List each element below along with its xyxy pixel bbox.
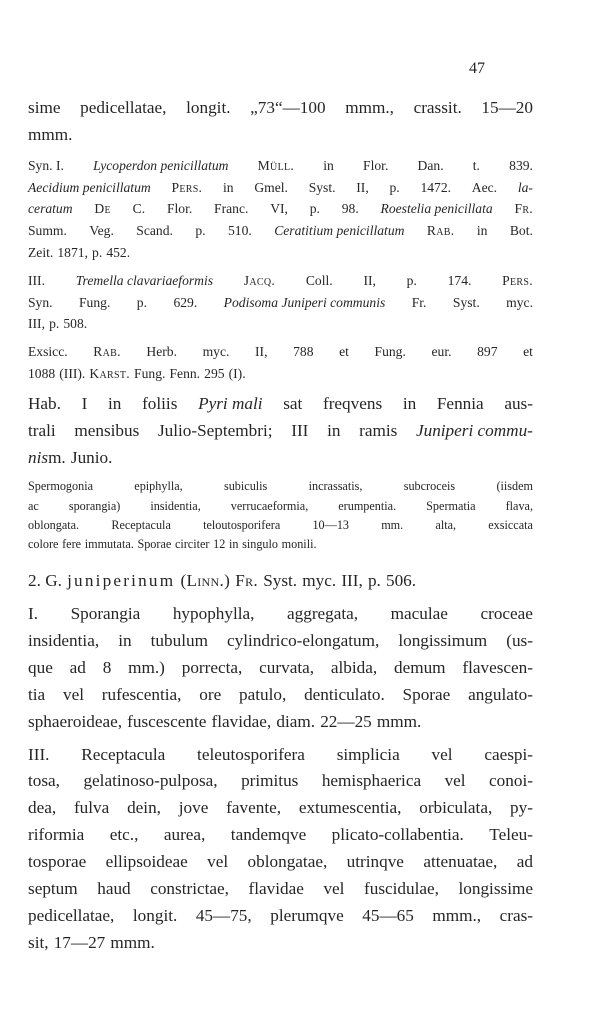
text-segment: II, — [255, 344, 268, 360]
text-segment: incrassatis, — [308, 479, 363, 494]
text-segment: 788 — [293, 344, 314, 360]
text-segment: Tremella clavariaeformis — [75, 272, 214, 288]
text-segment: septum — [28, 878, 78, 898]
text-segment: vel — [444, 771, 466, 791]
text-segment: Receptacula — [111, 517, 171, 532]
text-segment: I. — [28, 604, 39, 624]
text-segment: Syst. — [452, 294, 480, 310]
text-segment: demum — [393, 657, 446, 677]
text-segment: 17—27 — [53, 932, 106, 952]
text-segment: Podisoma Juniperi communis — [223, 294, 386, 310]
text-segment: attenuatae, — [423, 852, 498, 872]
text-segment: (I). — [228, 365, 246, 381]
text-line — [28, 903, 533, 930]
text-segment: Junio. — [70, 447, 113, 467]
text-segment: curvata, — [259, 657, 315, 677]
text-line — [28, 177, 533, 199]
text-segment: singulo — [242, 536, 278, 551]
text-segment: pedicellatae, — [28, 905, 115, 925]
text-segment: Aec. — [471, 179, 498, 195]
text-segment: riformia — [28, 825, 85, 845]
text-segment: flava, — [505, 498, 533, 513]
text-segment: Sporangia — [70, 604, 141, 624]
text-segment: Dan. — [417, 157, 444, 173]
text-segment: Syst. — [263, 571, 298, 591]
text-segment: ore — [199, 684, 222, 704]
text-segment: mensibus — [74, 420, 140, 440]
text-segment: albida, — [330, 657, 378, 677]
text-segment: colore — [28, 536, 59, 551]
text-segment: Jacq. — [243, 272, 276, 288]
text-segment: longit. — [186, 98, 231, 117]
text-segment: 1088 — [28, 365, 56, 381]
text-segment: constrictae, — [150, 878, 229, 898]
text-segment: Flor. — [363, 157, 389, 173]
text-segment: myc. — [202, 344, 230, 360]
text-segment: 174. — [447, 272, 472, 288]
text-segment: sporangia) — [68, 498, 121, 513]
text-segment: II, — [356, 179, 369, 195]
text-line — [28, 849, 533, 876]
text-segment: Veg. — [89, 223, 114, 239]
text-line — [28, 155, 533, 177]
text-segment: sit, — [28, 932, 49, 952]
text-segment: trali — [28, 420, 56, 440]
text-line — [28, 876, 533, 903]
text-segment: erumpentia. — [338, 498, 397, 513]
text-line — [28, 445, 533, 472]
text-segment: cras- — [499, 905, 533, 925]
text-line — [28, 930, 533, 957]
text-segment: Herb. — [146, 344, 177, 360]
text-segment: insidentia, — [150, 498, 201, 513]
text-segment: Zeit. — [28, 244, 54, 260]
text-segment: in — [402, 393, 417, 413]
text-segment: ad — [516, 852, 533, 872]
text-line — [28, 198, 533, 220]
text-segment: ramis — [359, 420, 398, 440]
text-segment: Fung. — [79, 294, 111, 310]
text-segment: vel — [323, 878, 345, 898]
text-segment: in — [476, 223, 488, 239]
text-segment: la- — [517, 179, 533, 195]
text-segment: III, — [28, 316, 45, 332]
text-segment: p. — [389, 179, 400, 195]
text-line — [28, 795, 533, 822]
text-segment: in — [327, 420, 341, 440]
text-segment: Bot. — [509, 223, 533, 239]
text-segment: longissime — [458, 878, 533, 898]
text-segment: Aecidium penicillatum — [28, 179, 151, 195]
text-segment: in — [228, 536, 239, 551]
text-segment: 15—20 — [481, 98, 533, 117]
text-segment: (III). — [59, 365, 86, 381]
text-segment: longit. — [132, 905, 178, 925]
text-segment: I — [81, 393, 88, 413]
text-line — [28, 516, 533, 535]
text-segment: Fennia — [436, 393, 484, 413]
text-segment: plerumqve — [270, 905, 344, 925]
text-segment: in — [323, 157, 334, 173]
text-segment: p. — [406, 272, 417, 288]
text-segment: fere — [62, 536, 82, 551]
text-line — [28, 568, 533, 595]
text-segment: t. — [472, 157, 480, 173]
text-segment: (iisdem — [496, 479, 533, 494]
text-segment: III — [291, 420, 309, 440]
paragraph-gap — [28, 554, 533, 568]
text-segment: immutata. — [84, 536, 134, 551]
text-segment: 2. G. — [28, 571, 62, 591]
text-segment: m. — [48, 447, 66, 467]
text-segment: Teleu- — [489, 825, 533, 845]
text-segment: Fung. — [134, 365, 166, 381]
text-segment: conoi- — [489, 771, 533, 791]
text-segment: angulato- — [468, 684, 533, 704]
text-segment: 45—65 — [362, 905, 414, 925]
text-line — [28, 313, 533, 335]
text-segment: Scand. — [136, 223, 173, 239]
text-segment: mm.) — [128, 657, 165, 677]
text-segment: III, — [341, 571, 363, 591]
text-segment: 1472. — [420, 179, 452, 195]
text-segment: 1871, — [57, 244, 88, 260]
text-segment: Pers. — [502, 272, 533, 288]
text-line — [28, 122, 533, 149]
text-segment: mmm. — [110, 932, 155, 952]
text-line — [28, 601, 533, 628]
text-segment: teloutosporifera — [203, 517, 281, 532]
text-segment: eur. — [431, 344, 452, 360]
text-line — [28, 341, 533, 363]
text-segment: subiculis — [223, 479, 268, 494]
text-line — [28, 363, 533, 385]
text-line — [28, 768, 533, 795]
text-line — [28, 822, 533, 849]
text-segment: Franc. — [214, 201, 249, 217]
text-line — [28, 497, 533, 516]
text-segment: maculae — [390, 604, 448, 624]
text-segment: vel — [207, 852, 229, 872]
text-line — [28, 391, 533, 418]
text-segment: hemisphaerica — [321, 771, 422, 791]
text-segment: aggregata, — [287, 604, 359, 624]
text-segment: oblongatae, — [247, 852, 328, 872]
text-segment: circiter — [174, 536, 210, 551]
text-segment: III. — [28, 272, 45, 288]
text-line — [28, 682, 533, 709]
text-segment: Gmel. — [254, 179, 288, 195]
text-body — [28, 95, 533, 957]
text-segment: 98. — [341, 201, 359, 217]
text-segment: Rab. — [426, 223, 455, 239]
text-segment: sime — [28, 98, 61, 117]
text-segment: Ceratitium penicillatum — [274, 223, 405, 239]
text-segment: denticulato. — [304, 684, 385, 704]
text-segment: II, — [363, 272, 376, 288]
text-segment: De — [94, 201, 111, 217]
text-segment: „73“—100 — [250, 98, 326, 117]
text-line — [28, 628, 533, 655]
text-segment: mmm., — [432, 905, 482, 925]
text-segment: flavescen- — [462, 657, 533, 677]
text-segment: 10—13 — [312, 517, 349, 532]
text-segment: juniperinum — [67, 571, 176, 591]
text-segment: in — [108, 393, 122, 413]
text-line — [28, 220, 533, 242]
text-segment: aus- — [504, 393, 533, 413]
text-segment: 897 — [477, 344, 498, 360]
text-segment: sphaeroideae, — [28, 711, 123, 731]
text-segment: mmm. — [376, 711, 422, 731]
text-segment: Syst. — [308, 179, 336, 195]
text-segment: Roestelia penicillata — [380, 201, 493, 217]
text-segment: myc. — [302, 571, 337, 591]
text-segment: pedicellatae, — [80, 98, 167, 117]
text-segment: ceratum — [28, 201, 73, 217]
text-segment: 508. — [63, 316, 88, 332]
text-segment: p. — [92, 244, 103, 260]
text-segment: III. — [28, 744, 50, 764]
text-segment: 506. — [385, 571, 417, 591]
text-segment: patulo, — [239, 684, 287, 704]
text-segment: extumescentia, — [298, 798, 402, 818]
text-segment: Fr. — [235, 571, 259, 591]
text-segment: Julio-Septembri; — [157, 420, 273, 440]
text-segment: utrinqve — [346, 852, 404, 872]
text-segment: hypophylla, — [172, 604, 255, 624]
text-segment: et — [523, 344, 533, 360]
page-number: 47 — [469, 60, 485, 77]
text-segment: vel — [431, 744, 453, 764]
text-segment: Flor. — [166, 201, 193, 217]
text-segment: in — [118, 630, 132, 650]
text-segment: tandemqve — [230, 825, 307, 845]
text-segment: rufescentia, — [101, 684, 182, 704]
text-segment: p. — [136, 294, 147, 310]
text-line — [28, 418, 533, 445]
text-segment: Coll. — [305, 272, 333, 288]
text-segment: primitus — [241, 771, 299, 791]
text-segment: Fenn. — [169, 365, 201, 381]
text-segment: Karst. — [89, 365, 130, 381]
text-segment: p. — [309, 201, 320, 217]
text-segment: 452. — [106, 244, 131, 260]
text-line — [28, 477, 533, 496]
text-segment: (Linn.) — [180, 571, 231, 591]
text-segment: Syn. — [28, 294, 53, 310]
text-line — [28, 655, 533, 682]
text-segment: tia — [28, 684, 46, 704]
text-segment: caespi- — [484, 744, 533, 764]
text-segment: (us- — [506, 630, 533, 650]
text-segment: 839. — [509, 157, 533, 173]
text-segment: oblongata. — [28, 517, 80, 532]
text-segment: 8 — [102, 657, 112, 677]
text-segment: Syn. I. — [28, 157, 64, 173]
text-segment: alta, — [435, 517, 457, 532]
text-segment: exsiccata — [488, 517, 533, 532]
text-segment: 12 — [213, 536, 226, 551]
text-segment: Summ. — [28, 223, 67, 239]
text-segment: Pers. — [171, 179, 203, 195]
text-segment: subcroceis — [403, 479, 456, 494]
text-segment: Juniperi commu- — [415, 420, 533, 440]
text-segment: fuscescente — [127, 711, 207, 731]
text-segment: myc. — [506, 294, 533, 310]
text-segment: Exsicc. — [28, 344, 68, 360]
text-segment: nis — [28, 447, 49, 467]
text-line — [28, 95, 533, 122]
text-segment: 629. — [173, 294, 198, 310]
text-segment: porrecta, — [181, 657, 243, 677]
text-segment: flavidae, — [211, 711, 272, 731]
text-segment: freqvens — [322, 393, 383, 413]
text-segment: mmm. — [28, 124, 73, 144]
text-segment: C. — [132, 201, 146, 217]
text-segment: dein, — [127, 798, 161, 818]
text-line — [28, 535, 533, 554]
text-segment: Receptacula — [81, 744, 166, 764]
text-segment: cylindrico-elongatum, — [227, 630, 380, 650]
text-segment: etc., — [109, 825, 139, 845]
text-segment: Spermatia — [426, 498, 476, 513]
text-segment: py- — [510, 798, 533, 818]
text-segment: vel — [62, 684, 84, 704]
text-segment: p. — [49, 316, 60, 332]
text-segment: longissimum — [398, 630, 488, 650]
text-segment: 510. — [227, 223, 252, 239]
text-line — [28, 270, 533, 292]
text-segment: teleutosporifera — [197, 744, 305, 764]
text-segment: crassit. — [413, 98, 462, 117]
text-segment: fuscidulae, — [364, 878, 439, 898]
text-segment: que — [28, 657, 53, 677]
text-segment: 45—75, — [195, 905, 252, 925]
text-segment: plicato-collabentia. — [331, 825, 464, 845]
text-segment: tosporae — [28, 852, 87, 872]
text-segment: orbiculata, — [419, 798, 493, 818]
text-segment: et — [339, 344, 349, 360]
text-segment: tubulum — [150, 630, 208, 650]
text-segment: mmm., — [345, 98, 394, 117]
text-segment: fulva — [73, 798, 110, 818]
text-segment: Müll. — [257, 157, 295, 173]
text-segment: verrucaeformia, — [230, 498, 309, 513]
text-segment: Fr. — [411, 294, 427, 310]
text-segment: haud — [97, 878, 131, 898]
text-segment: diam. — [276, 711, 316, 731]
text-segment: favente, — [226, 798, 282, 818]
text-segment: ad — [69, 657, 86, 677]
text-line — [28, 742, 533, 769]
text-segment: p. — [367, 571, 381, 591]
text-segment: Sporae — [137, 536, 172, 551]
text-segment: foliis — [142, 393, 178, 413]
text-segment: monili. — [281, 536, 317, 551]
text-segment: VI, — [270, 201, 288, 217]
text-segment: 22—25 — [320, 711, 372, 731]
text-line — [28, 292, 533, 314]
text-segment: insidentia, — [28, 630, 100, 650]
text-segment: Sporae — [402, 684, 451, 704]
text-segment: ellipsoideae — [105, 852, 188, 872]
text-segment: p. — [195, 223, 206, 239]
text-segment: dea, — [28, 798, 57, 818]
text-segment: Lycoperdon penicillatum — [93, 157, 229, 173]
text-segment: aurea, — [163, 825, 206, 845]
text-segment: mm. — [381, 517, 404, 532]
text-segment: Fr. — [514, 201, 533, 217]
text-segment: Rab. — [93, 344, 121, 360]
text-segment: croceae — [480, 604, 533, 624]
text-segment: 295 — [204, 365, 225, 381]
text-segment: Fung. — [374, 344, 406, 360]
text-segment: Hab. — [28, 393, 61, 413]
text-segment: epiphylla, — [134, 479, 183, 494]
text-line — [28, 242, 533, 264]
text-segment: ac — [28, 498, 39, 513]
text-segment: Pyri mali — [198, 393, 263, 413]
text-segment: tosa, — [28, 771, 60, 791]
text-segment: in — [223, 179, 234, 195]
text-segment: sat — [283, 393, 303, 413]
text-segment: jove — [178, 798, 209, 818]
text-segment: Spermogonia — [28, 479, 93, 494]
text-segment: flavidae — [248, 878, 304, 898]
text-segment: simplicia — [336, 744, 400, 764]
text-segment: gelatinoso-pulposa, — [83, 771, 218, 791]
text-line — [28, 709, 533, 736]
